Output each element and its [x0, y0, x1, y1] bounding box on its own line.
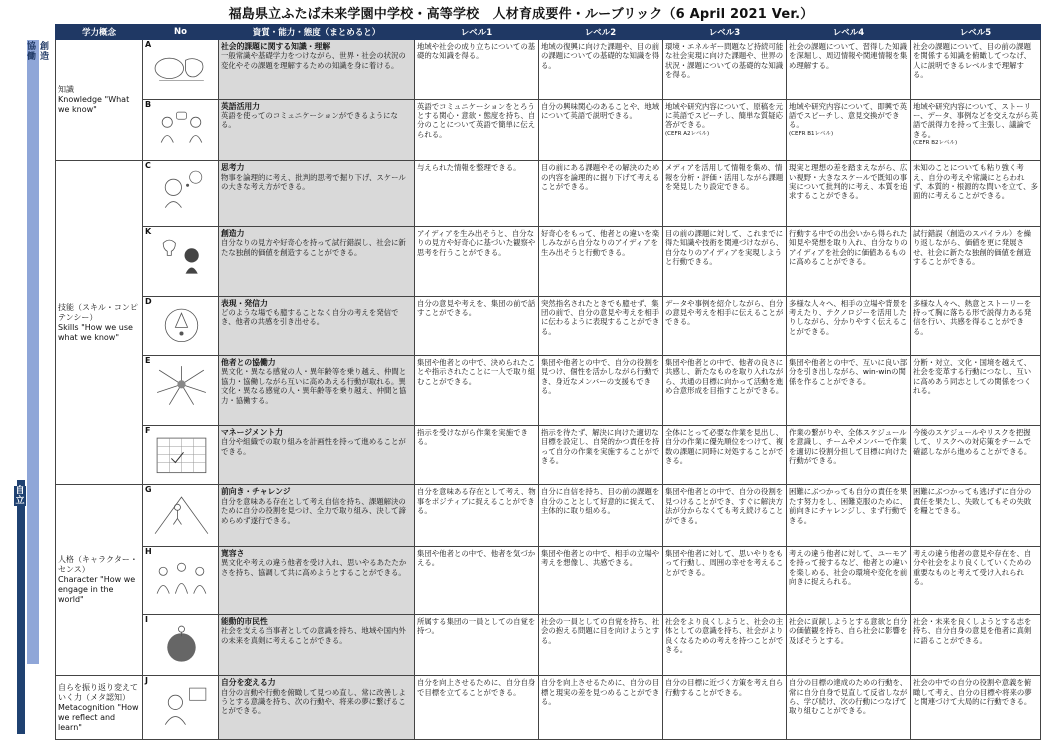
- level5-cell: 困難にぶつかっても逃げずに自分の責任を果たし、失敗してもその失敗を糧とできる。: [911, 485, 1041, 547]
- jiritsu-band: [17, 480, 25, 734]
- competency-cell: 寛容さ 異文化や考えの違う他者を受け入れ、思いやるあたたかさを持ち、協調して共に高めようとすることができる。: [219, 546, 415, 614]
- header-level3: レベル3: [663, 25, 787, 40]
- header-concept: 学力概念: [56, 25, 143, 40]
- level1-cell: 地域や社会の成り立ちについての基礎的な知識を得る。: [415, 40, 539, 100]
- lightbulb-illustration: [151, 233, 212, 278]
- concept-metacognition: 自らを振り返り変えていく力（メタ認知） Metacognition "How we reflect and learn": [56, 676, 143, 740]
- illustration-cell: E: [143, 356, 219, 426]
- conversation-illustration: [151, 106, 212, 151]
- level2-cell: 好奇心をもって、他者との違いを楽しみながら自分なりのアイディアを生み出そうと行動できる。: [539, 226, 663, 296]
- level3-cell: 地域や研究内容について、原稿を元に英語でスピーチし、簡単な質疑応答ができる。 (CEFR A2レベル): [663, 99, 787, 161]
- side-label-sozo: 創 造: [40, 42, 50, 62]
- level5-cell: 社会・未来を良くしようとする志を持ち、自分自身の意見を他者に真剣に語ることができる。: [911, 614, 1041, 676]
- level3-cell: 集団や他者との中で、他者の良さに共感し、新たなものを取り入れながら、共通の目標に向かって活動を進め合意形成を目指すことができる。: [663, 356, 787, 426]
- level1-cell: 与えられた情報を整理できる。: [415, 161, 539, 227]
- competency-cell: 自分を変える力 自分の言動や行動を俯瞰して見つめ直し、常に改善しようとする意識を持ち、次の行動や、将来の夢に繋げることができる。: [219, 676, 415, 740]
- competency-cell: 思考力 物事を論理的に考え、批判的思考で掘り下げ、スケールの大きな考え方ができる。: [219, 161, 415, 227]
- level5-cell: 考えの違う他者の意見や存在を、自分や社会をより良くしていくための重要なものと考えて受け入れられる。: [911, 546, 1041, 614]
- side-label-jiritsu: 自 立: [15, 486, 25, 506]
- table-row: [56, 99, 1041, 161]
- level5-cell: 試行錯誤（創造のスパイラル）を繰り返しながら、価値を更に発展させ、社会に新たな独創的価値を創造することができる。: [911, 226, 1041, 296]
- level1-cell: アイディアを生み出そうと、自分なりの見方や好奇心に基づいた観察や思考を行うことができる。: [415, 226, 539, 296]
- calendar-illustration: [151, 432, 212, 477]
- table-row: [56, 356, 1041, 426]
- joined-hands-illustration: [151, 362, 212, 407]
- level2-cell: 集団や他者との中で、相手の立場や考えを想像し、共感できる。: [539, 546, 663, 614]
- competency-cell: 表現・発信力 どのような場でも臆することなく自分の考えを発信でき、他者の共感を引き出せる。: [219, 296, 415, 356]
- illustration-cell: D: [143, 296, 219, 356]
- level2-cell: 自分の興味関心のあることや、地域について英語で説明できる。: [539, 99, 663, 161]
- reflection-illustration: [151, 682, 212, 727]
- competency-cell: マネージメント力 自分や組織での取り組みを計画性を持って進めることができる。: [219, 425, 415, 485]
- competency-cell: 前向き・チャレンジ 自分を意味ある存在として考え自信を持ち、課題解決のために自分の役割を見つけ、全力で取り組み、決して諦めらめず遂行できる。: [219, 485, 415, 547]
- competency-cell: 能動的市民性 社会を支える当事者としての意識を持ち、地域や国内外の未来を真剣に考えることができる。: [219, 614, 415, 676]
- level5-cell: 未知のことについても粘り強く考え、自分の考えや常識にとらわれず、本質的・根源的な問いを立て、多面的に考えることができる。: [911, 161, 1041, 227]
- level2-cell: 集団や他者との中で、自分の役割を見つけ、個性を活かしながら行動でき、身近なメンバーの支援もできる。: [539, 356, 663, 426]
- level5-cell: 今後のスケジュールやリスクを把握して、リスクへの対応策をチームで確認しながら進めることができる。: [911, 425, 1041, 485]
- level2-cell: 自分を向上させるために、自分の目標と現実の差を見つめることができる。: [539, 676, 663, 740]
- header-level5: レベル5: [911, 25, 1041, 40]
- level2-cell: 突然指名されたときでも臆せず、集団の前で、自分の意見や考えを相手に伝わるように表現することができる。: [539, 296, 663, 356]
- table-row: [56, 425, 1041, 485]
- level1-cell: 自分を意味ある存在として考え、物事をポジティブに捉えることができる。: [415, 485, 539, 547]
- level2-cell: 地域の復興に向けた課題や、目の前の課題についての基礎的な知識を得る。: [539, 40, 663, 100]
- header-row: [56, 25, 1041, 40]
- level3-cell: 自分の目標に近づく方策を考え自ら行動することができる。: [663, 676, 787, 740]
- thinking-person-illustration: [151, 167, 212, 212]
- level1-cell: 集団や他者との中で、他者を気づかえる。: [415, 546, 539, 614]
- concept-skills: 技能（スキル・コンピテンシー） Skills "How we use what we know": [56, 161, 143, 485]
- level5-cell: 社会の課題について、目の前の課題を関係する知識を俯瞰してつなげ、人に説明できるレベルまで理解する。: [911, 40, 1041, 100]
- table-row: [56, 546, 1041, 614]
- globe-person-illustration: [151, 621, 212, 666]
- level5-cell: 地域や研究内容について、ストーリー、データ、事例などを交えながら英語で説得力を持って主張し、議論できる。 (CEFR B2レベル): [911, 99, 1041, 161]
- side-label-kyodo: 協 働: [27, 42, 37, 62]
- level2-cell: 社会の一員としての自覚を持ち、社会の抱える問題に目を向けようとする。: [539, 614, 663, 676]
- competency-cell: 創造力 自分なりの見方や好奇心を持って試行錯誤し、社会に新たな独創的価値を創造することができる。: [219, 226, 415, 296]
- header-level2: レベル2: [539, 25, 663, 40]
- table-row: [56, 485, 1041, 547]
- kyodo-sozo-band: [27, 40, 39, 664]
- level4-cell: 集団や他者との中で、互いに良い部分を引き出しながら、win-winの関係を作ることができる。: [787, 356, 911, 426]
- level4-cell: 地域や研究内容について、即興で英語でスピーチし、意見交換ができる。 (CEFR B1レベル): [787, 99, 911, 161]
- illustration-cell: A: [143, 40, 219, 100]
- climbing-illustration: [151, 491, 212, 536]
- level4-cell: 作業の繋がりや、全体スケジュールを意識し、チームやメンバーで作業を適切に役割分担して目標に向けた行動ができる。: [787, 425, 911, 485]
- level3-cell: 目の前の課題に対して、これまでに得た知識や技術を関連づけながら、自分なりのアイディアを実現しようと行動できる。: [663, 226, 787, 296]
- broadcast-illustration: [151, 303, 212, 348]
- level5-cell: 分断・対立、文化・国境を越えて、社会を変革する行動につなし、互いに高めあう同志としての関係をつくれる。: [911, 356, 1041, 426]
- level1-cell: 自分を向上させるために、自分自身で目標を立てることができる。: [415, 676, 539, 740]
- illustration-cell: C: [143, 161, 219, 227]
- level1-cell: 集団や他者との中で、決められたことや指示されたことに一人で取り組むことができる。: [415, 356, 539, 426]
- people-together-illustration: [151, 553, 212, 598]
- level2-cell: 目の前にある課題やその解決のための内容を論理的に掘り下げて考えることができる。: [539, 161, 663, 227]
- illustration-cell: F: [143, 425, 219, 485]
- level4-cell: 行動する中での出会いから得られた知見や発想を取り入れ、自分なりのアイディアを社会的に価値あるものに高めることができる。: [787, 226, 911, 296]
- illustration-cell: K: [143, 226, 219, 296]
- level4-cell: 現実と理想の差を踏まえながら、広い視野・大きなスケールで既知の事実について批判的に考え、本質を追求することができる。: [787, 161, 911, 227]
- level4-cell: 困難にぶつかっても自分の責任を果たす努力をし、困難克服のために、前向きにチャレンジし、まず行動できる。: [787, 485, 911, 547]
- world-map-illustration: [151, 46, 212, 91]
- competency-cell: 英語活用力 英語を使ってのコミュニケーションができるようになる。: [219, 99, 415, 161]
- table-row: [56, 676, 1041, 740]
- competency-cell: 社会的課題に関する知識・理解 一般常識や基礎学力をつけながら、世界・社会の状況の変化やその課題を理解するための知識を身に着ける。: [219, 40, 415, 100]
- level3-cell: データや事例を紹介しながら、自分の意見や考えを相手に伝えることができる。: [663, 296, 787, 356]
- level5-cell: 社会の中での自分の役割や意義を俯瞰して考え、自分の目標や将来の夢と関連づけて大局的に行動できる。: [911, 676, 1041, 740]
- level4-cell: 社会に貢献しようとする意欲と自分の価値観を持ち、自ら社会に影響を及ぼそうとする。: [787, 614, 911, 676]
- table-row: [56, 161, 1041, 227]
- table-row: [56, 296, 1041, 356]
- level2-cell: 指示を待たず、解決に向けた適切な目標を設定し、自発的かつ責任を持って自分の作業を実施することができる。: [539, 425, 663, 485]
- level5-cell: 多様な人々へ、熱意とストーリーを持って胸に落ちる形で説得力ある発信を行い、共感を得ることができる。: [911, 296, 1041, 356]
- header-no: No: [143, 25, 219, 40]
- table-row: [56, 40, 1041, 100]
- level4-cell: 考えの違う他者に対して、ユーモアを持って接するなど、他者との違いを楽しめる、社会の環境や変化を前向きに捉えられる。: [787, 546, 911, 614]
- level3-cell: メディアを活用して情報を集め、情報を分析・評価・活用しながら課題を発見したり設定できる。: [663, 161, 787, 227]
- level4-cell: 自分の目標の達成のための行動を、常に自分自身で見直して反省しながら、学び続け、次の行動につなげて取り組むことができる。: [787, 676, 911, 740]
- level3-cell: 社会をより良くしようと、社会の主体としての意識を持ち、社会がより良くなるための考えを持つことができる。: [663, 614, 787, 676]
- illustration-cell: H: [143, 546, 219, 614]
- page-title: 福島県立ふたば未来学園中学校・高等学校 人材育成要件・ルーブリック（6 April 2021 Ver.）: [228, 7, 814, 22]
- level3-cell: 集団や他者に対して、思いやりをもって行動し、周囲の幸せを考えることができる。: [663, 546, 787, 614]
- level4-cell: 社会の課題について、習得した知識を深堀し、周辺情報や関連情報を集め理解する。: [787, 40, 911, 100]
- header-level1: レベル1: [415, 25, 539, 40]
- level1-cell: 英語でコミュニケーションをとろうとする関心・意欲・態度を持ち、自分のことについて英語で簡単に伝えられる。: [415, 99, 539, 161]
- table-row: [56, 614, 1041, 676]
- illustration-cell: B: [143, 99, 219, 161]
- illustration-cell: I: [143, 614, 219, 676]
- concept-character: 人格（キャラクター・センス） Character "How we engage in the world": [56, 485, 143, 676]
- level3-cell: 環境・エネルギー問題など持続可能な社会実現に向けた課題や、世界の状況・課題についての基礎的な知識を得る。: [663, 40, 787, 100]
- level2-cell: 自分に自信を持ち、目の前の課題を自分のこととして好意的に捉えて、主体的に取り組める。: [539, 485, 663, 547]
- level1-cell: 自分の意見や考えを、集団の前で話すことができる。: [415, 296, 539, 356]
- level1-cell: 所属する集団の一員としての自覚を持つ。: [415, 614, 539, 676]
- illustration-cell: G: [143, 485, 219, 547]
- competency-cell: 他者との協働力 異文化・異なる感覚の人・異年齢等を乗り越え、仲間と協力・協働しながら互いに高めあえる行動が取れる。異文化・異なる感覚の人・異年齢等を乗り越え、仲間と協力・協働する。: [219, 356, 415, 426]
- level3-cell: 全体にとって必要な作業を見出し、自分の作業に優先順位をつけて、複数の課題に同時に対処することができる。: [663, 425, 787, 485]
- level1-cell: 指示を受けながら作業を実施できる。: [415, 425, 539, 485]
- concept-knowledge: 知識 Knowledge "What we know": [56, 40, 143, 161]
- rubric-table: [55, 24, 1041, 740]
- level3-cell: 集団や他者との中で、自分の役割を見つけることができ、すぐに解決方法が分からなくても考え続けることができる。: [663, 485, 787, 547]
- header-competency: 資質・能力・態度（まとめると）: [219, 25, 415, 40]
- table-row: [56, 226, 1041, 296]
- level4-cell: 多様な人々へ、相手の立場や背景を考えたり、テクノロジーを活用したりしながら、分かりやすく伝えることができる。: [787, 296, 911, 356]
- illustration-cell: J: [143, 676, 219, 740]
- header-level4: レベル4: [787, 25, 911, 40]
